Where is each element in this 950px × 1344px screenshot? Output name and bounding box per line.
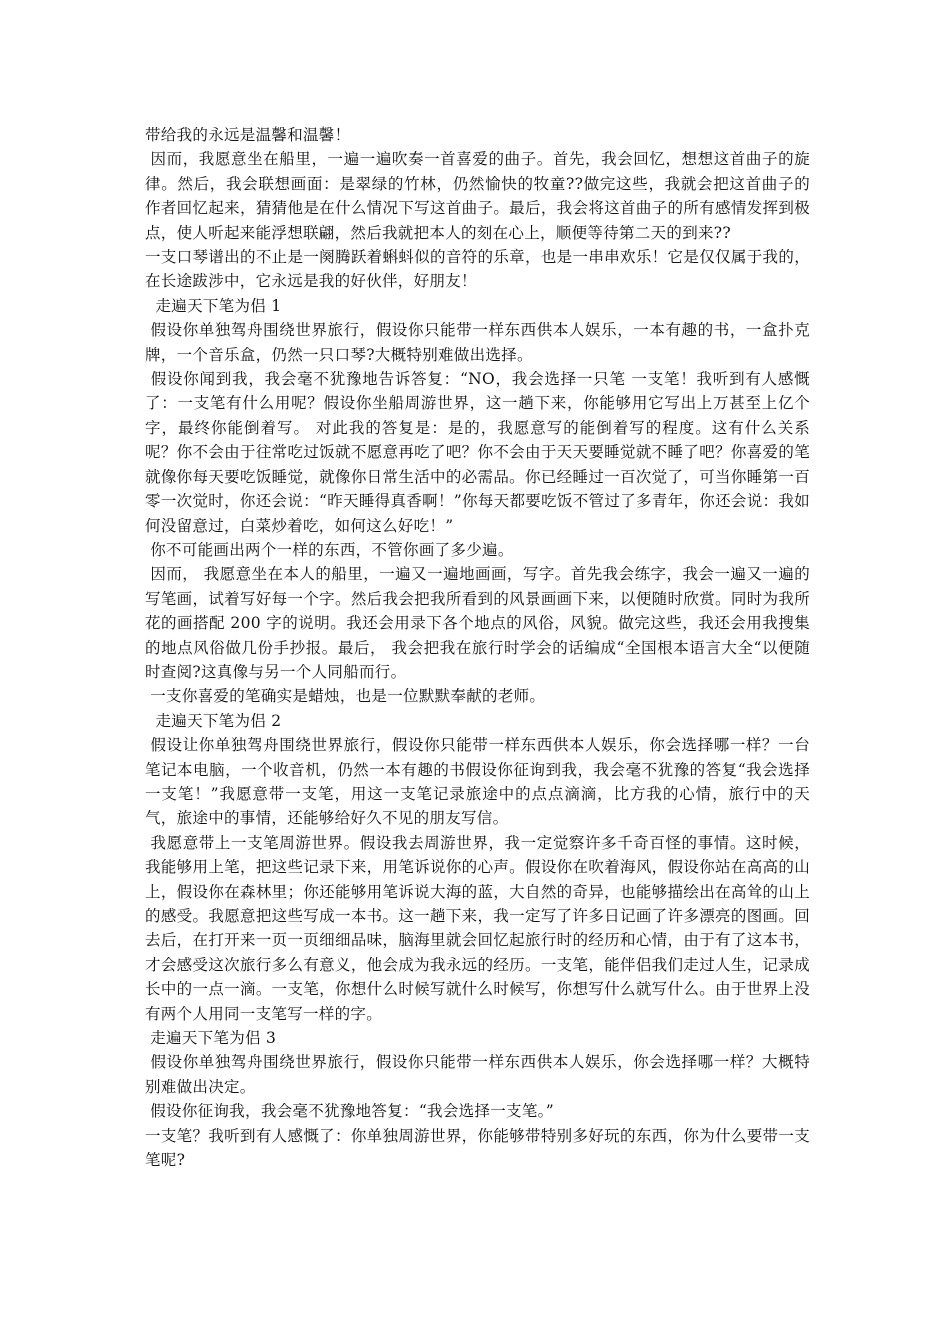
- paragraph: 带给我的永远是温馨和温馨！: [145, 126, 351, 144]
- paragraph: 因而，我愿意坐在船里，一遍一遍吹奏一首喜爱的曲子。首先，我会回忆，想想这首曲子的旋律。然后，我会联想画面：是翠绿的竹林，仍然愉快的牧童??做完这些，我就会把这首曲子的作者回忆起来，猜猜他是在什么情况下写这首曲子。最后，我会将这首曲子的所有感情发挥到极点，使人听起来能浮想联翩，然后我就把本人的刻在心上，顺便等待第二天的到来??: [145, 150, 810, 242]
- paragraph: 因而， 我愿意坐在本人的船里，一遍又一遍地画画，写字。首先我会练字，我会一遍又一遍的写笔画，试着写好每一个字。然后我会把我所看到的风景画画下来，以便随时欣赏。同时为我所花的画搭配 200 字的说明。我还会用录下各个地点的风俗，风貌。做完这些，我还会用我搜集的地点风俗做几份手抄报。最后， 我会把我在旅行时学会的话编成“全国根本语言大全“以便随时查阅?这真像与另一个人同船而行。: [145, 565, 810, 681]
- section-heading: 走遍天下笔为侣 2: [145, 711, 282, 730]
- paragraph: 一支你喜爱的笔确实是蜡烛，也是一位默默奉献的老师。: [145, 687, 546, 706]
- paragraph: 一支笔？我听到有人感慨了：你单独周游世界，你能够带特别多好玩的东西，你为什么要带一支笔呢?: [145, 1126, 810, 1170]
- paragraph: 你不可能画出两个一样的东西，不管你画了多少遍。: [145, 540, 514, 559]
- paragraph: 我愿意带上一支笔周游世界。假设我去周游世界，我一定觉察许多千奇百怪的事情。这时候，我能够用上笔，把这些记录下来，用笔诉说你的心声。假设你在吹着海风，假设你站在高高的山上，假设你在森林里；你还能够用笔诉说大海的蓝，大自然的奇异，也能够描绘出在高耸的山上的感受。我愿意把这些写成一本书。这一趟下来，我一定写了许多日记画了许多漂亮的图画。回去后，在打开来一页一页细细品味，脑海里就会回忆起旅行时的经历和心情，由于有了这本书，才会感受这次旅行多么有意义，他会成为我永远的经历。一支笔，能伴侣我们走过人生，记录成长中的一点一滴。一支笔，你想什么时候写就什么时候写，你想写什么就写什么。由于世界上没有两个人用同一支笔写一样的字。: [145, 833, 810, 1023]
- paragraph: 假设你闻到我，我会毫不犹豫地告诉答复：“NO，我会选择一只笔 一支笔！我听到有人感慨了：一支笔有什么用呢？假设你坐船周游世界，这一趟下来，你能够用它写出上万甚至上亿个字，最终你能倒着写。 对此我的答复是：是的，我愿意写的能倒着写的程度。这有什么关系呢？你不会由于往常吃过饭就不愿意再吃了吧？你不会由于天天要睡觉就不睡了吧？你喜爱的笔就像你每天要吃饭睡觉，就像你日常生活中的必需品。你已经睡过一百次觉了，可当你睡第一百零一次觉时，你还会说：“昨天睡得真香啊！”你每天都要吃饭不管过了多青年，你还会说：我如何没留意过，白菜炒着吃，如何这么好吃！”: [145, 370, 810, 535]
- document-page: [145, 123, 810, 1172]
- paragraph: 假设你征询我，我会毫不犹豫地答复：“我会选择一支笔。”: [145, 1102, 554, 1121]
- section-heading: 走遍天下笔为侣 1: [145, 296, 282, 315]
- paragraph: 假设你单独驾舟围绕世界旅行，假设你只能带一样东西供本人娱乐，一本有趣的书，一盒扑克牌，一个音乐盒，仍然一只口琴?大概特别难做出选择。: [145, 321, 810, 364]
- paragraph: 假设你单独驾舟围绕世界旅行，假设你只能带一样东西供本人娱乐，你会选择哪一样？大概特别难做出决定。: [145, 1053, 810, 1096]
- paragraph: 假设让你单独驾舟围绕世界旅行，假设你只能带一样东西供本人娱乐，你会选择哪一样？一台笔记本电脑，一个收音机，仍然一本有趣的书假设你征询到我，我会毫不犹豫的答复“我会选择一支笔！”我愿意带一支笔，用这一支笔记录旅途中的点点滴滴，比方我的心情，旅行中的天气，旅途中的事情，还能够给好久不见的朋友写信。: [145, 736, 810, 828]
- paragraph: 一支口琴谱出的不止是一阕腾跃着蝌蚪似的音符的乐章，也是一串串欢乐！它是仅仅属于我的，在长途跋涉中，它永远是我的好伙伴，好朋友！: [145, 248, 810, 291]
- section-heading: 走遍天下笔为侣 3: [145, 1029, 277, 1048]
